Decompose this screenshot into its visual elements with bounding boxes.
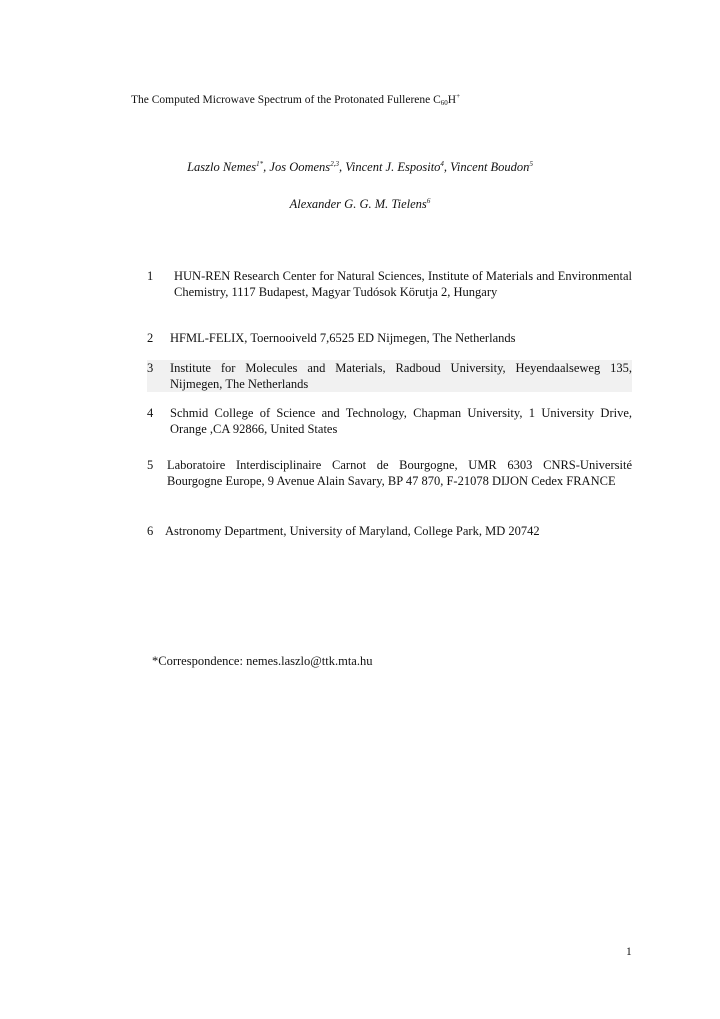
affiliation-3 — [147, 360, 632, 392]
affiliation-text: HFML-FELIX, Toernooiveld 7,6525 ED Nijmegen, The Netherlands — [170, 331, 516, 345]
author: Vincent J. Esposito$^4$, — [345, 160, 451, 174]
affiliation-text: Schmid College of Science and Technology, Chapman University, 1 University Drive, Orange ,CA 92866, United States — [170, 406, 632, 436]
affiliation-1 — [147, 268, 632, 300]
paper-title — [131, 88, 460, 111]
affiliation-number: 1 — [147, 269, 154, 283]
title-subscript: 60 — [440, 99, 448, 107]
affiliation-number: 6 — [147, 524, 154, 538]
title-tail: H — [447, 94, 457, 106]
author: Jos Oomens$^{2,3}$, — [269, 160, 346, 174]
affiliation-text: Institute for Molecules and Materials, Radboud University, Heyendaalseweg 135, Nijmegen, The Netherlands — [170, 361, 632, 391]
affiliation-number: 3 — [147, 361, 154, 375]
author: Laszlo Nemes$^{1*}$, — [187, 160, 270, 174]
title-text: The Computed Microwave Spectrum of the Protonated Fullerene C — [131, 94, 441, 106]
page-number: 1 — [626, 946, 632, 958]
affiliation-text: Astronomy Department, University of Maryland, College Park, MD 20742 — [165, 524, 540, 538]
title-superscript: + — [456, 92, 461, 100]
author-list-line-1 — [0, 155, 720, 176]
author: Vincent Boudon$^5$ — [450, 160, 533, 174]
affiliation-2 — [147, 330, 632, 346]
affiliation-number: 2 — [147, 331, 154, 345]
author-list-line-2 — [0, 192, 720, 213]
author: Alexander G. G. M. Tielens$^6$ — [289, 197, 431, 211]
affiliation-text: HUN-REN Research Center for Natural Sciences, Institute of Materials and Environmental Chemistry, 1117 Budapest, Magyar Tudósok Körutja 2, Hungary — [174, 269, 632, 299]
affiliation-number: 5 — [147, 458, 154, 472]
correspondence-note: *Correspondence: nemes.laszlo@ttk.mta.hu — [152, 654, 373, 668]
affiliation-6 — [147, 523, 632, 539]
affiliation-text: Laboratoire Interdisciplinaire Carnot de Bourgogne, UMR 6303 CNRS-Université Bourgogne Europe, 9 Avenue Alain Savary, BP 47 870, F-21078 DIJON Cedex FRANCE — [167, 458, 632, 488]
affiliation-number: 4 — [147, 406, 154, 420]
affiliation-5 — [147, 457, 632, 489]
affiliation-4 — [147, 405, 632, 437]
